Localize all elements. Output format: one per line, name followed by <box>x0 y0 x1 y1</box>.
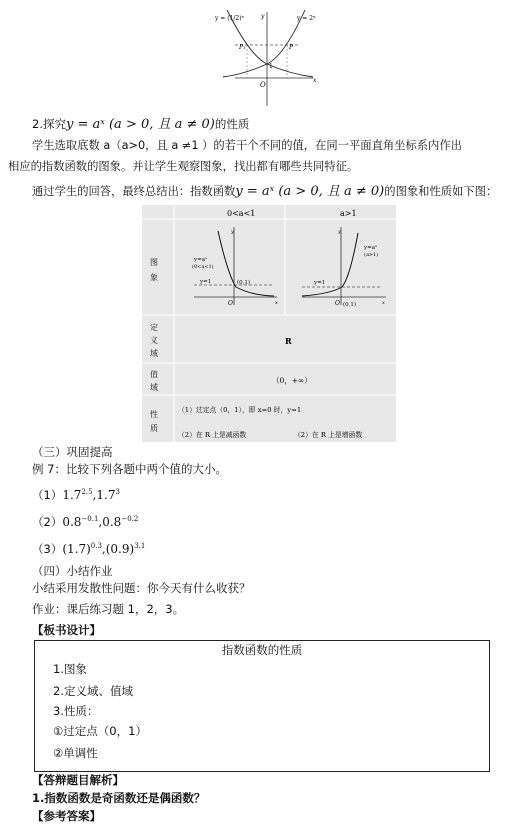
homework: 作业：课后练习题 1，2，3。 <box>32 602 185 616</box>
svg-text:y: y <box>261 13 265 20</box>
qa-question: 1.指数函数是奇函数还是偶函数？ <box>32 791 206 805</box>
svg-text:(0,1): (0,1) <box>237 280 251 286</box>
table-head-left: 0<a<1 <box>227 209 256 218</box>
prop-decreasing: （2）在 R 上是减函数 <box>178 431 247 439</box>
qa-answer-heading: 【参考答案】 <box>32 809 101 823</box>
row-label-props: 性质 <box>150 410 158 433</box>
section3-heading: （三）巩固提高 <box>32 445 113 459</box>
svg-text:y=aˣ: y=aˣ <box>194 257 208 263</box>
svg-text:y=aˣ: y=aˣ <box>364 245 378 251</box>
table-head-right: a>1 <box>340 209 357 218</box>
svg-text:x: x <box>313 77 317 84</box>
summary-question: 小结采用发散性问题：你今天有什么收获？ <box>32 581 251 595</box>
svg-text:P: P <box>289 44 294 51</box>
graph-increasing <box>302 227 386 305</box>
prop-increasing: （2）在 R 上是增函数 <box>294 431 363 439</box>
row-label-range: 值域 <box>150 370 158 392</box>
board-line-1: 1.图象 <box>53 662 87 676</box>
board-line-4: ①过定点（0，1） <box>53 724 147 738</box>
example-item-3: $(3)(1.7)^{0.3},(0.9)^{3.1}$ <box>32 542 146 556</box>
board-title: 指数函数的性质 <box>221 643 303 657</box>
section2-para1-line2: 相应的指数函数的图象。并让学生观察图象，找出都有哪些共同特征。 <box>8 160 359 173</box>
svg-text:y: y <box>338 229 341 235</box>
board-line-3: 3.性质： <box>53 704 99 718</box>
svg-text:O: O <box>335 300 340 307</box>
board-box <box>34 640 490 772</box>
row-label-domain: 定义域 <box>150 323 158 358</box>
top-graph <box>205 8 325 108</box>
svg-text:(0<a<1): (0<a<1) <box>192 264 214 270</box>
svg-text:y: y <box>231 229 234 235</box>
example-item-1: $(1)1.7^{2.5},1.7^3$ <box>32 488 120 502</box>
svg-text:O: O <box>260 81 266 89</box>
row-label-graph: 图象 <box>150 258 158 282</box>
label-2x: y = 2ˣ <box>297 15 316 22</box>
domain-value: R <box>285 336 292 346</box>
svg-text:y=1: y=1 <box>314 280 326 286</box>
properties-table <box>142 205 396 442</box>
example-item-2: $(2)0.8^{-0.1},0.8^{-0.2}$ <box>32 515 139 529</box>
qa-heading: 【答辩题目解析】 <box>32 773 124 787</box>
svg-text:(0,1): (0,1) <box>343 302 357 308</box>
svg-text:x: x <box>382 300 385 306</box>
svg-text:P₁: P₁ <box>239 44 246 51</box>
svg-text:(a>1): (a>1) <box>364 252 379 258</box>
prop-fixed-point: （1）过定点（0，1），即 x=0 时，y=1 <box>178 406 302 414</box>
example-7: 例 7：比较下列各题中两个值的大小。 <box>32 462 227 476</box>
board-heading: 【板书设计】 <box>32 623 101 637</box>
board-line-2: 2.定义域、值域 <box>53 684 133 698</box>
section2-heading: 2.探究y = aˣ (a > 0, 且 a ≠ 0)的性质 <box>32 117 250 132</box>
svg-text:O: O <box>228 300 233 307</box>
section2-para1-line1: 学生选取底数 a（a>0，且 a ≠1 ）的若干个不同的值，在同一平面直角坐标系内作出 <box>32 139 462 152</box>
range-value: （0，+∞） <box>272 376 312 385</box>
section4-heading: （四）小结作业 <box>32 564 113 578</box>
section2-para2: 通过学生的回答，最终总结出：指数函数y = aˣ (a > 0, 且 a ≠ 0)的图象和性质如下图： <box>32 184 498 199</box>
label-half-x: y = (1/2)ˣ <box>215 15 245 22</box>
svg-text:x: x <box>275 300 278 306</box>
svg-text:1: 1 <box>269 63 273 70</box>
board-line-5: ②单调性 <box>53 746 98 760</box>
svg-text:y=1: y=1 <box>200 279 212 285</box>
